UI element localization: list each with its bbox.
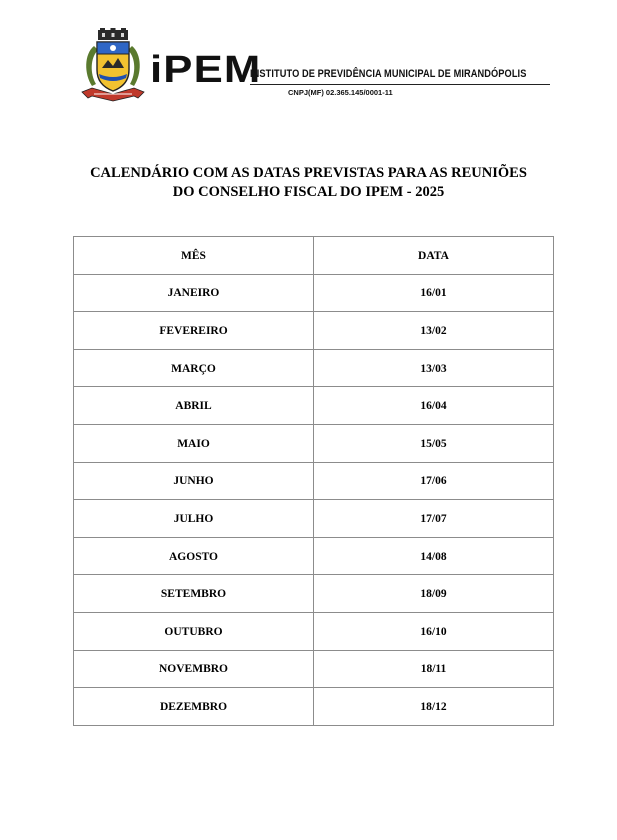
ipem-logo-text: iPEM <box>150 49 262 91</box>
table-row <box>74 500 554 538</box>
date-cell: 13/03 <box>314 349 554 387</box>
table-row <box>74 424 554 462</box>
letterhead <box>80 28 555 102</box>
date-cell: 14/08 <box>314 537 554 575</box>
institute-name: INSTITUTO DE PREVIDÊNCIA MUNICIPAL DE MIRANDÓPOLIS <box>250 68 527 80</box>
column-header-month: MÊS <box>74 237 314 275</box>
month-cell: JULHO <box>74 500 314 538</box>
table-row <box>74 462 554 500</box>
month-cell: NOVEMBRO <box>74 650 314 688</box>
letterhead-divider <box>250 84 550 85</box>
document-title-line-1: CALENDÁRIO COM AS DATAS PREVISTAS PARA AS REUNIÕES <box>90 165 527 181</box>
month-cell: AGOSTO <box>74 537 314 575</box>
table-row <box>74 612 554 650</box>
month-cell: MARÇO <box>74 349 314 387</box>
month-cell: SETEMBRO <box>74 575 314 613</box>
month-cell: JUNHO <box>74 462 314 500</box>
column-header-date: DATA <box>314 237 554 275</box>
cnpj-number: CNPJ(MF) 02.365.145/0001-11 <box>288 88 393 97</box>
month-cell: OUTUBRO <box>74 612 314 650</box>
municipal-coat-of-arms-icon <box>80 28 146 102</box>
date-cell: 18/11 <box>314 650 554 688</box>
table-row <box>74 688 554 726</box>
date-cell: 17/06 <box>314 462 554 500</box>
date-cell: 16/01 <box>314 274 554 312</box>
date-cell: 18/09 <box>314 575 554 613</box>
month-cell: JANEIRO <box>74 274 314 312</box>
date-cell: 13/02 <box>314 312 554 350</box>
date-cell: 16/04 <box>314 387 554 425</box>
document-title-line-2: DO CONSELHO FISCAL DO IPEM - 2025 <box>172 184 445 200</box>
month-cell: ABRIL <box>74 387 314 425</box>
table-row <box>74 349 554 387</box>
table-row <box>74 274 554 312</box>
table-row <box>74 312 554 350</box>
date-cell: 17/07 <box>314 500 554 538</box>
table-row <box>74 387 554 425</box>
month-cell: DEZEMBRO <box>74 688 314 726</box>
table-header-row <box>74 237 554 275</box>
table-row <box>74 537 554 575</box>
date-cell: 18/12 <box>314 688 554 726</box>
date-cell: 15/05 <box>314 424 554 462</box>
month-cell: MAIO <box>74 424 314 462</box>
meeting-schedule-table <box>73 236 554 726</box>
month-cell: FEVEREIRO <box>74 312 314 350</box>
date-cell: 16/10 <box>314 612 554 650</box>
table-row <box>74 650 554 688</box>
table-row <box>74 575 554 613</box>
